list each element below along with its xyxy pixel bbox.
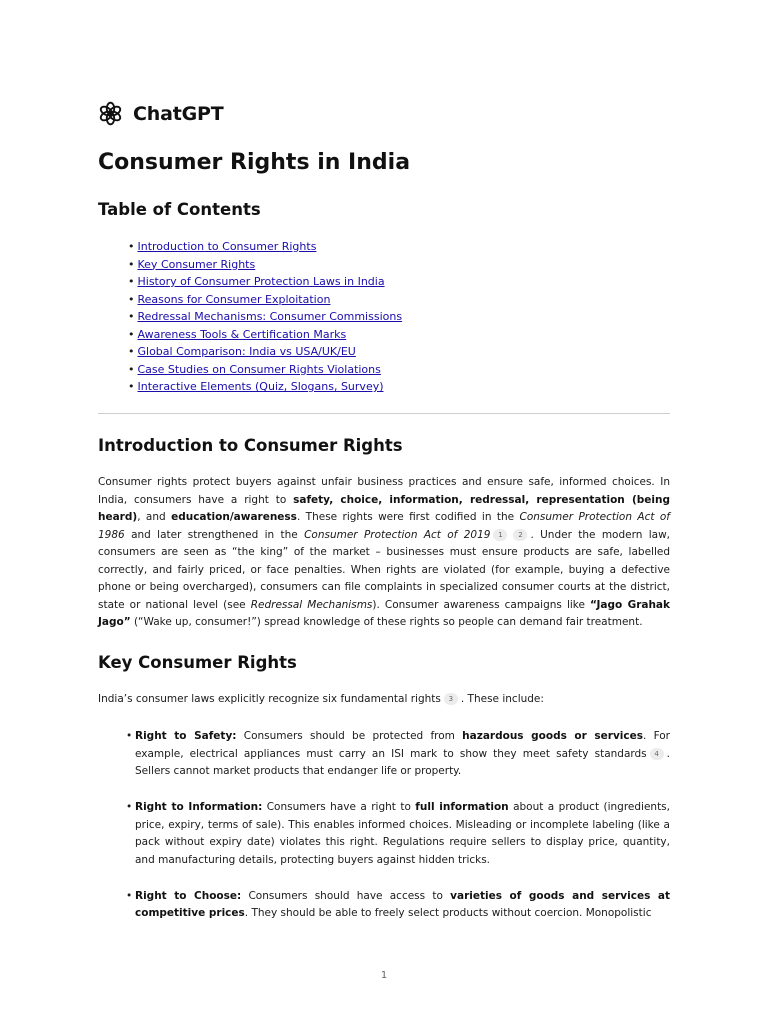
toc-link-history[interactable]: History of Consumer Protection Laws in India xyxy=(137,275,385,288)
bold-run: education/awareness xyxy=(171,511,297,523)
toc-item xyxy=(128,291,402,309)
toc-item xyxy=(128,238,402,256)
intro-paragraph xyxy=(98,474,670,632)
text-run: . These rights were first codified in the xyxy=(296,511,520,523)
text-run: . These include: xyxy=(460,693,544,705)
bold-run: safety, choice, information, redressal, representation (being heard) xyxy=(98,493,670,523)
bold-run: Right to Choose: xyxy=(135,889,242,902)
toc-item xyxy=(128,326,402,344)
toc-link-exploitation[interactable]: Reasons for Consumer Exploitation xyxy=(137,292,331,306)
italic-run: Consumer Protection Act of 2019 xyxy=(304,528,491,541)
text-run: Consumers have a right to xyxy=(262,801,416,813)
bold-run: Right to Information: xyxy=(135,801,263,813)
toc-item xyxy=(128,343,402,361)
toc-item xyxy=(128,378,402,396)
toc-link-introduction[interactable]: Introduction to Consumer Rights xyxy=(137,240,317,253)
text-run: (“Wake up, consumer!”) spread knowledge of these rights so people can demand fair treatment. xyxy=(130,616,643,628)
toc-item xyxy=(128,361,402,379)
toc-link-interactive[interactable]: Interactive Elements (Quiz, Slogans, Survey) xyxy=(137,380,384,393)
bold-run: hazardous goods or services xyxy=(462,730,643,742)
text-run: . Sellers cannot market products that endanger life or property. xyxy=(135,747,670,777)
section-divider xyxy=(98,413,670,414)
list-item-right-to-safety xyxy=(128,728,670,781)
key-rights-heading: Key Consumer Rights xyxy=(98,653,297,672)
text-run: India’s consumer laws explicitly recognize six fundamental rights xyxy=(98,693,441,705)
brand-header xyxy=(98,101,223,126)
text-run: , and xyxy=(137,511,172,523)
bold-run: varieties of goods and services at competitive prices xyxy=(135,889,670,919)
bold-run: “Jago Grahak Jago” xyxy=(98,598,670,628)
citation-badge[interactable]: 3 xyxy=(444,693,458,705)
italic-run: Consumer Protection Act of 1986 xyxy=(98,511,670,541)
page-title: Consumer Rights in India xyxy=(98,150,411,175)
text-run: about a product (ingredients, price, expiry, terms of sale). This enables informed choices. Misleading or incomplete labeling (like a pack without expiry date) violates this right. Regulations require sellers to display price, quantity, and manufacturing details, protecting buyers against hidden tricks. xyxy=(135,801,670,866)
text-run: Consumers should have access to xyxy=(241,889,451,902)
intro-heading: Introduction to Consumer Rights xyxy=(98,436,403,455)
text-run: . For example, electrical appliances must carry an ISI mark to show they meet safety standards xyxy=(135,730,670,760)
italic-run: Redressal Mechanisms xyxy=(250,598,373,611)
text-run: and later strengthened in the xyxy=(124,528,305,541)
citation-badge[interactable]: 4 xyxy=(650,748,664,760)
toc-link-global-comparison[interactable]: Global Comparison: India vs USA/UK/EU xyxy=(137,345,356,358)
list-item-right-to-choose xyxy=(128,888,670,923)
bold-run: Right to Safety: xyxy=(135,730,237,742)
citation-badge[interactable]: 1 xyxy=(493,529,507,541)
text-run: Consumers should be protected from xyxy=(236,730,463,742)
openai-logo-icon xyxy=(98,101,123,126)
citation-badge[interactable]: 2 xyxy=(513,529,527,541)
table-of-contents xyxy=(128,238,402,396)
text-run: ). Consumer awareness campaigns like xyxy=(372,598,591,611)
toc-heading: Table of Contents xyxy=(98,200,261,219)
toc-link-redressal[interactable]: Redressal Mechanisms: Consumer Commissions xyxy=(137,310,403,323)
page-number: 1 xyxy=(380,970,388,981)
text-run: . Under the modern law, consumers are seen as “the king” of the market – businesses must ensure products are safe, labelled correctly, and fairly priced, or face penalties. When rights are violated (for example, buying a defective phone or being overcharged), consumers can file complaints in specialized consumer courts at the district, state or national level (see xyxy=(98,528,671,611)
text-run: Consumer rights protect buyers against unfair business practices and ensure safe, informed choices. In India, consumers have a right to xyxy=(98,476,670,506)
toc-item xyxy=(128,256,402,274)
rights-list xyxy=(128,728,670,941)
toc-item xyxy=(128,308,402,326)
brand-name: ChatGPT xyxy=(133,102,224,125)
toc-link-key-rights[interactable]: Key Consumer Rights xyxy=(137,257,256,271)
toc-link-awareness[interactable]: Awareness Tools & Certification Marks xyxy=(137,327,347,341)
toc-item xyxy=(128,273,402,291)
bold-run: full information xyxy=(415,801,509,813)
text-run: . They should be able to freely select products without coercion. Monopolistic xyxy=(244,907,652,919)
list-item-right-to-information xyxy=(128,799,670,869)
toc-link-case-studies[interactable]: Case Studies on Consumer Rights Violations xyxy=(137,362,381,376)
key-rights-intro xyxy=(98,691,670,709)
